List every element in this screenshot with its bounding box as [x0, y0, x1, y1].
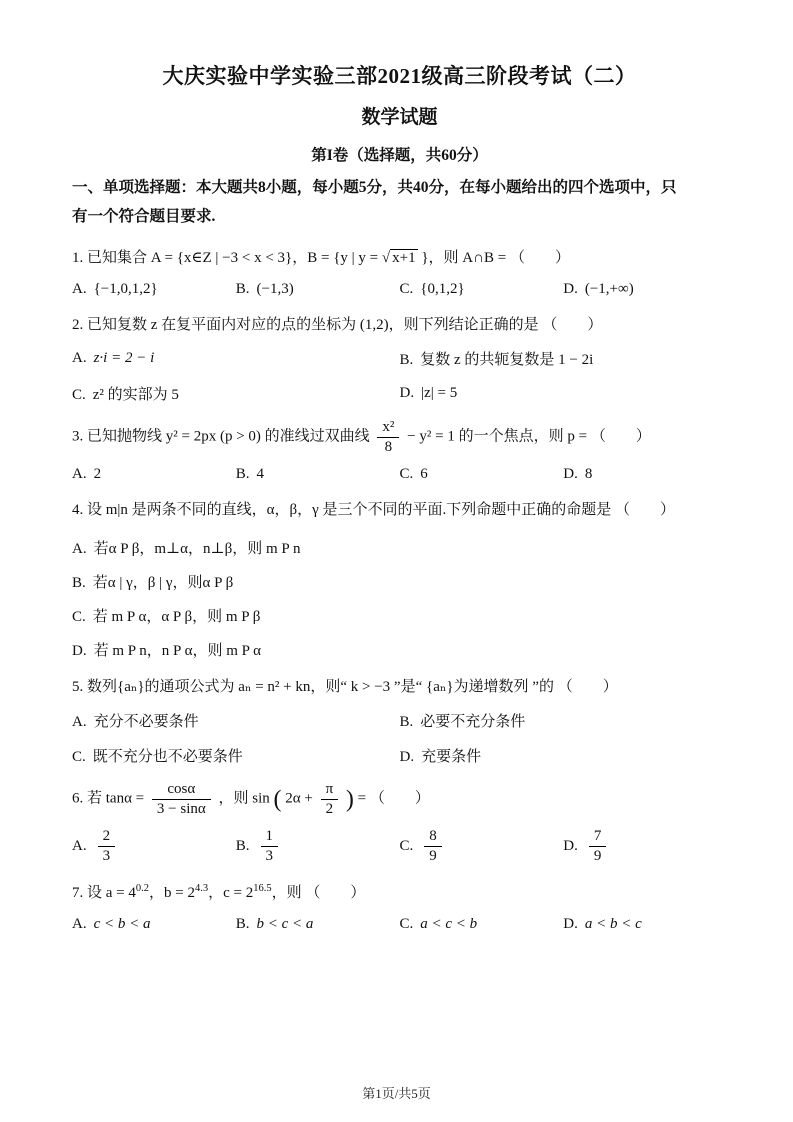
option-label: C. — [399, 915, 414, 932]
question-4-stem — [72, 497, 727, 524]
q7-option-d — [563, 916, 727, 933]
radical-sign-icon: √ — [381, 250, 391, 267]
q2-text: 2. 已知复数 z 在复平面内对应的点的坐标为 (1,2)，则下列结论正确的是 — [72, 317, 539, 334]
exponent: 4.3 — [194, 882, 209, 894]
q1-text-2: }，则 A∩B = — [421, 250, 507, 267]
q1-option-d — [563, 281, 727, 298]
q4-option-c — [72, 605, 727, 626]
q7-answer-blank: （ ） — [305, 884, 366, 901]
option-label: D. — [563, 915, 578, 932]
fraction — [152, 780, 211, 819]
q3-option-d — [563, 466, 727, 483]
option-text: 2 — [93, 465, 102, 482]
page-subtitle: 数学试题 — [361, 107, 438, 128]
fraction — [589, 827, 607, 866]
option-text: 若 m P α，α P β，则 m P β — [92, 608, 261, 625]
option-label: B. — [399, 352, 414, 369]
fraction-numerator: 8 — [429, 828, 437, 845]
q3-option-b — [236, 466, 400, 483]
option-label: A. — [72, 915, 87, 932]
question-1-options — [72, 281, 727, 298]
fraction — [321, 780, 339, 819]
question-4 — [72, 497, 727, 660]
option-label: C. — [72, 748, 86, 765]
question-2-stem — [72, 312, 727, 339]
option-text: 复数 z 的共轭复数是 1 − 2i — [420, 352, 594, 369]
option-label: A. — [72, 713, 87, 730]
fraction — [424, 827, 442, 866]
fraction-denominator: 9 — [424, 846, 442, 866]
q6-text-3: 2α + — [285, 790, 313, 807]
q1-option-c — [400, 281, 564, 298]
option-text: 6 — [420, 465, 428, 482]
q7-text-4: ，则 — [271, 884, 302, 901]
q1-answer-blank: （ ） — [509, 250, 570, 267]
q3-text-2: − y² = 1 的一个焦点，则 p = — [407, 429, 588, 446]
question-6 — [72, 780, 727, 866]
q6-text-4: = — [357, 790, 367, 807]
q5-option-c — [72, 745, 400, 766]
q6-option-c — [400, 827, 564, 866]
question-6-options — [72, 827, 727, 866]
q7-option-b — [236, 916, 400, 933]
q7-text-3: ，c = 2 — [208, 884, 254, 901]
option-text: c < b < a — [93, 915, 151, 932]
option-label: A. — [72, 540, 87, 557]
option-text: a < c < b — [420, 915, 478, 932]
option-text: z² 的实部为 5 — [92, 387, 179, 404]
q6-option-b — [236, 827, 400, 866]
question-7-options — [72, 916, 727, 933]
option-label: D. — [563, 838, 578, 855]
q3-answer-blank: （ ） — [590, 429, 651, 446]
option-text: z·i = 2 − i — [93, 350, 155, 367]
question-2 — [72, 312, 727, 404]
q5-option-a — [72, 710, 400, 731]
q6-option-a — [72, 827, 236, 866]
fraction-numerator: x² — [382, 419, 395, 436]
option-text: 若 m P n，n P α，则 m P α — [93, 642, 262, 659]
q2-answer-blank: （ ） — [542, 317, 603, 334]
q2-option-b — [400, 348, 728, 369]
q3-option-a — [72, 466, 236, 483]
instructions-line2: 有一个符合题目要求. — [72, 207, 216, 225]
fraction-numerator: 2 — [102, 828, 111, 845]
exponent: 16.5 — [253, 882, 272, 894]
question-5-stem — [72, 674, 727, 701]
question-7 — [72, 880, 727, 933]
option-text: a < b < c — [584, 915, 642, 932]
option-label: A. — [72, 281, 87, 298]
q2-option-a — [72, 350, 400, 367]
instructions-line1: 一、单项选择题：本大题共8小题，每小题5分，共40分，在每小题给出的四个选项中，只 — [72, 179, 677, 196]
option-label: B. — [72, 574, 86, 591]
option-label: A. — [72, 465, 87, 482]
question-1 — [72, 245, 727, 298]
q5-option-b — [400, 710, 728, 731]
section-heading: 第I卷（选择题，共60分） — [311, 147, 488, 164]
fraction-numerator: cosα — [167, 780, 196, 797]
question-5-options — [72, 710, 727, 766]
right-paren: ) — [345, 786, 354, 813]
sqrt-expression — [382, 250, 418, 266]
option-text: 若α | γ，β | γ，则α P β — [92, 574, 234, 591]
q6-option-d — [563, 827, 727, 866]
option-label: C. — [399, 281, 414, 298]
option-label: B. — [235, 915, 250, 932]
q5-text: 5. 数列{aₙ}的通项公式为 aₙ = n² + kn，则“ k > −3 ”是“ {aₙ}为递增数列 ”的 — [72, 678, 554, 695]
q6-text-1: 6. 若 tanα = — [72, 790, 145, 807]
option-label: B. — [235, 838, 250, 855]
q7-text-2: ，b = 2 — [149, 884, 195, 901]
option-text: b < c < a — [256, 915, 314, 932]
q4-option-d — [72, 639, 727, 660]
option-text: {−1,0,1,2} — [93, 281, 158, 298]
q5-answer-blank: （ ） — [557, 678, 618, 695]
fraction-denominator: 8 — [377, 437, 399, 457]
page-title: 大庆实验中学实验三部2021级高三阶段考试（二） — [162, 64, 637, 88]
option-label: C. — [399, 838, 414, 855]
option-label: B. — [235, 465, 250, 482]
q3-option-c — [400, 466, 564, 483]
q7-option-a — [72, 916, 236, 933]
option-label: D. — [72, 642, 87, 659]
q5-option-d — [400, 745, 728, 766]
option-label: B. — [235, 281, 250, 298]
fraction-denominator: 3 — [98, 846, 116, 866]
option-label: D. — [399, 748, 415, 765]
question-3-stem — [72, 418, 727, 457]
option-text: (−1,+∞) — [584, 281, 634, 298]
option-text: {0,1,2} — [420, 281, 465, 298]
exponent: 0.2 — [135, 882, 149, 894]
fraction — [98, 827, 116, 866]
page-footer: 第1页/共5页 — [362, 1086, 431, 1101]
option-text: 必要不充分条件 — [420, 713, 526, 730]
q6-answer-blank: （ ） — [369, 790, 430, 807]
option-text: |z| = 5 — [421, 385, 458, 402]
q3-text-1: 3. 已知抛物线 y² = 2px (p > 0) 的准线过双曲线 — [72, 429, 370, 446]
fraction-denominator: 2 — [321, 799, 339, 819]
q4-option-a — [72, 537, 727, 558]
fraction-denominator: 9 — [589, 846, 607, 866]
option-text: 既不充分也不必要条件 — [92, 748, 243, 765]
question-7-stem — [72, 880, 727, 907]
q2-option-d — [400, 385, 728, 402]
instructions — [72, 174, 727, 231]
question-3-options — [72, 466, 727, 483]
option-label: B. — [399, 713, 414, 730]
question-6-stem — [72, 780, 727, 819]
option-label: D. — [563, 281, 578, 298]
option-label: D. — [399, 385, 415, 402]
q7-text-1: 7. 设 a = 4 — [72, 884, 136, 901]
option-label: C. — [399, 465, 414, 482]
q4-text: 4. 设 m|n 是两条不同的直线，α，β，γ 是三个不同的平面.下列命题中正确的命题是 — [72, 501, 612, 518]
option-text: 4 — [256, 465, 265, 482]
option-label: A. — [72, 838, 87, 855]
fraction — [377, 418, 399, 457]
option-label: C. — [72, 387, 86, 404]
question-4-options — [72, 537, 727, 660]
question-5 — [72, 674, 727, 766]
fraction-numerator: 1 — [265, 828, 274, 845]
q6-text-2: ，则 sin — [218, 790, 270, 807]
option-text: 若α P β，m⊥α，n⊥β，则 m P n — [93, 540, 301, 557]
q1-option-a — [72, 281, 236, 298]
fraction-numerator: π — [325, 780, 334, 797]
q4-option-b — [72, 571, 727, 592]
fraction-denominator: 3 — [261, 846, 279, 866]
q1-option-b — [236, 281, 400, 298]
option-label: C. — [72, 608, 86, 625]
fraction-denominator: 3 − sinα — [152, 799, 211, 819]
option-text: 8 — [584, 465, 593, 482]
fraction — [261, 827, 279, 866]
question-3 — [72, 418, 727, 483]
q4-answer-blank: （ ） — [615, 501, 676, 518]
option-label: A. — [72, 350, 87, 367]
question-1-stem — [72, 245, 727, 272]
q7-option-c — [400, 916, 564, 933]
question-2-options — [72, 348, 727, 404]
left-paren: ( — [273, 786, 282, 813]
fraction-numerator: 7 — [593, 828, 602, 845]
option-label: D. — [563, 465, 578, 482]
option-text: 充要条件 — [421, 748, 482, 765]
q1-text-1: 1. 已知集合 A = {x∈Z | −3 < x < 3}，B = {y | y = — [72, 250, 379, 267]
q2-option-c — [72, 383, 400, 404]
option-text: (−1,3) — [256, 281, 294, 298]
option-text: 充分不必要条件 — [93, 713, 199, 730]
radicand: x+1 — [392, 250, 416, 267]
